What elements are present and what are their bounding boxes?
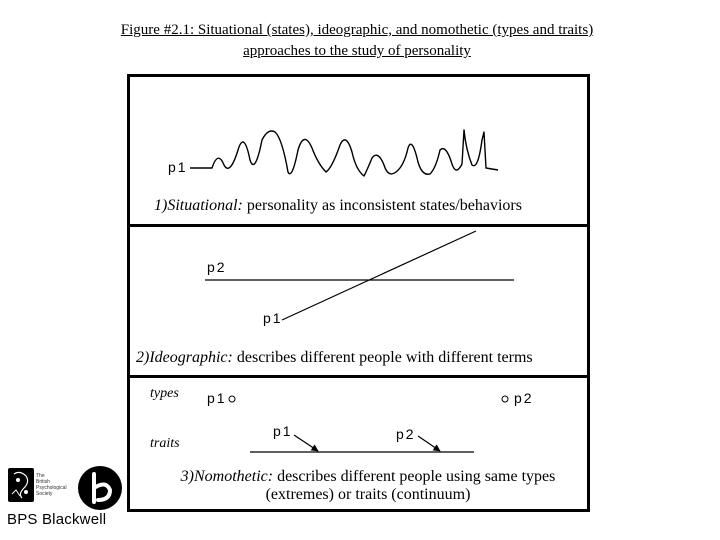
panel3-caption-text: describes different people using same types bbox=[273, 468, 556, 485]
panel2-label-p1: p1 bbox=[263, 310, 283, 326]
panel3-caption-heading: 3)Nomothetic: bbox=[180, 468, 274, 485]
panel3-caption-line-2: (extremes) or traits (continuum) bbox=[265, 486, 471, 503]
types-label-p1: p1 bbox=[207, 390, 227, 406]
figure-title-line-1: Figure #2.1: Situational (states), ideographic, and nomothetic (types and traits) bbox=[120, 22, 594, 38]
type-point-p1 bbox=[229, 396, 235, 402]
publisher-name: BPS Blackwell bbox=[7, 511, 107, 528]
types-label: types bbox=[150, 386, 179, 401]
society-line-4: Society bbox=[36, 491, 53, 497]
panel2-caption bbox=[136, 349, 533, 367]
panel2-label-p2: p2 bbox=[207, 259, 227, 275]
panel1-label-p1: p1 bbox=[168, 159, 188, 175]
panel1-caption-text: personality as inconsistent states/behaviors bbox=[242, 197, 522, 214]
panel1-caption bbox=[154, 197, 522, 215]
society-line-3: Psychological bbox=[36, 485, 67, 491]
traits-label-p1: p1 bbox=[273, 423, 293, 439]
type-point-p2 bbox=[502, 396, 508, 402]
trait-arrow-p1 bbox=[294, 435, 318, 451]
types-label-p2: p2 bbox=[514, 390, 534, 406]
figure-title-line-2: approaches to the study of personality bbox=[243, 43, 471, 59]
society-line-1: The bbox=[36, 473, 45, 479]
panel2-caption-text: describes different people with different terms bbox=[232, 349, 533, 366]
situational-state-line bbox=[190, 130, 498, 176]
panel2-caption-heading: 2)Ideographic: bbox=[136, 349, 233, 366]
traits-label: traits bbox=[150, 436, 180, 451]
traits-label-p2: p2 bbox=[396, 426, 416, 442]
trait-arrow-p2 bbox=[418, 436, 440, 451]
panel3-caption bbox=[156, 468, 580, 504]
panel1-caption-heading: 1)Situational: bbox=[154, 197, 243, 214]
p1-diagonal-line bbox=[282, 231, 476, 320]
society-line-2: British bbox=[36, 479, 50, 485]
